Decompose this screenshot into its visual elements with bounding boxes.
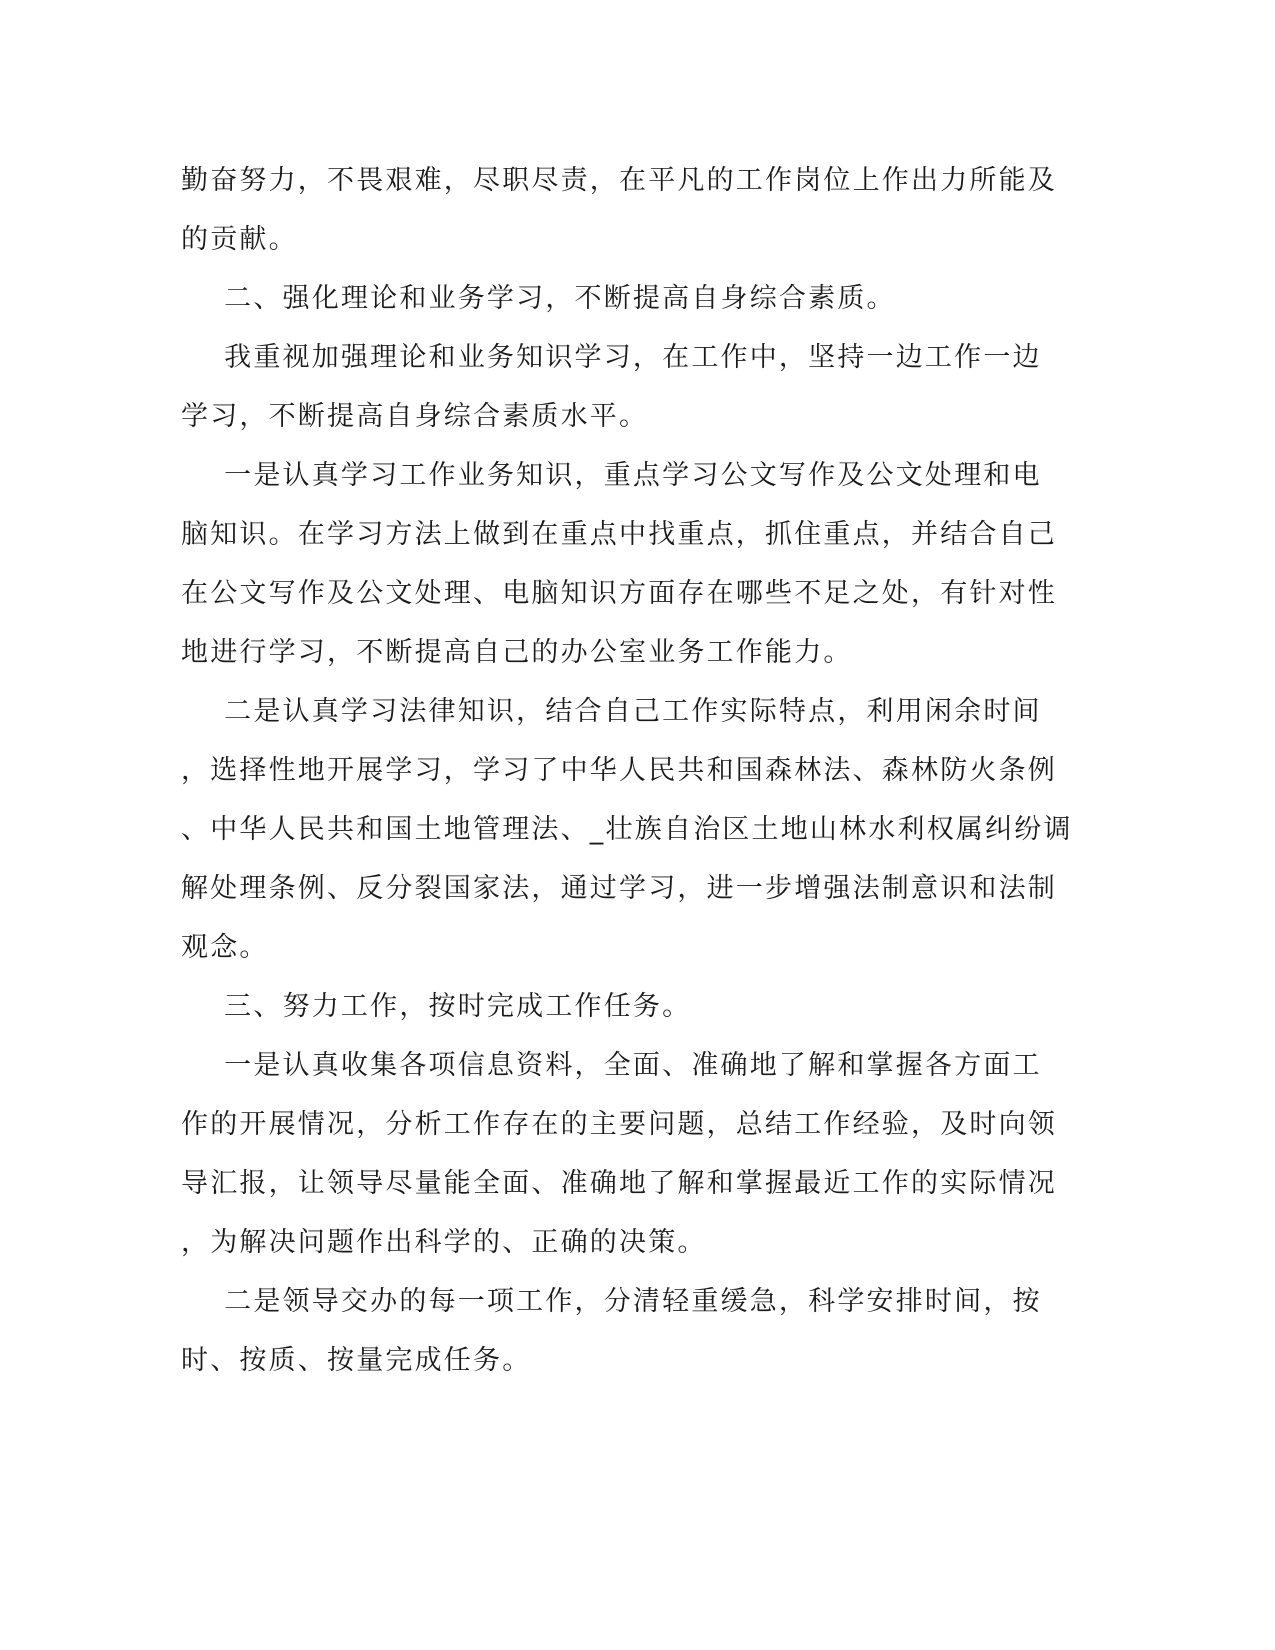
text-line: ，选择性地开展学习，学习了中华人民共和国森林法、森林防火条例	[181, 755, 1057, 786]
text-line: ，为解决问题作出科学的、正确的决策。	[181, 1227, 707, 1258]
text-line: 三、努力工作，按时完成工作任务。	[181, 991, 692, 1022]
text-line: 一是认真学习工作业务知识，重点学习公文写作及公文处理和电	[181, 460, 1042, 491]
text-line: 一是认真收集各项信息资料，全面、准确地了解和掌握各方面工	[181, 1050, 1042, 1081]
text-line: 二、强化理论和业务学习，不断提高自身综合素质。	[181, 283, 896, 314]
text-line: 二是领导交办的每一项工作，分清轻重缓急，科学安排时间，按	[181, 1286, 1042, 1317]
text-line: 观念。	[181, 932, 269, 963]
text-line: 勤奋努力，不畏艰难，尽职尽责，在平凡的工作岗位上作出力所能及	[181, 165, 1057, 196]
text-line: 解处理条例、反分裂国家法，通过学习，进一步增强法制意识和法制	[181, 873, 1057, 904]
text-line: 导汇报，让领导尽量能全面、准确地了解和掌握最近工作的实际情况	[181, 1168, 1057, 1199]
text-line: 二是认真学习法律知识，结合自己工作实际特点，利用闲余时间	[181, 696, 1042, 727]
text-line: 脑知识。在学习方法上做到在重点中找重点，抓住重点，并结合自己	[181, 519, 1057, 550]
text-line: 我重视加强理论和业务知识学习，在工作中，坚持一边工作一边	[181, 342, 1042, 373]
text-line: 时、按质、按量完成任务。	[181, 1345, 532, 1376]
text-line: 作的开展情况，分析工作存在的主要问题，总结工作经验，及时向领	[181, 1109, 1057, 1140]
text-line: 、中华人民共和国土地管理法、_壮族自治区土地山林水利权属纠纷调	[181, 814, 1073, 845]
text-line: 在公文写作及公文处理、电脑知识方面存在哪些不足之处，有针对性	[181, 578, 1057, 609]
text-line: 学习，不断提高自身综合素质水平。	[181, 401, 649, 432]
text-line: 地进行学习，不断提高自己的办公室业务工作能力。	[181, 637, 853, 668]
text-line: 的贡献。	[181, 224, 298, 255]
